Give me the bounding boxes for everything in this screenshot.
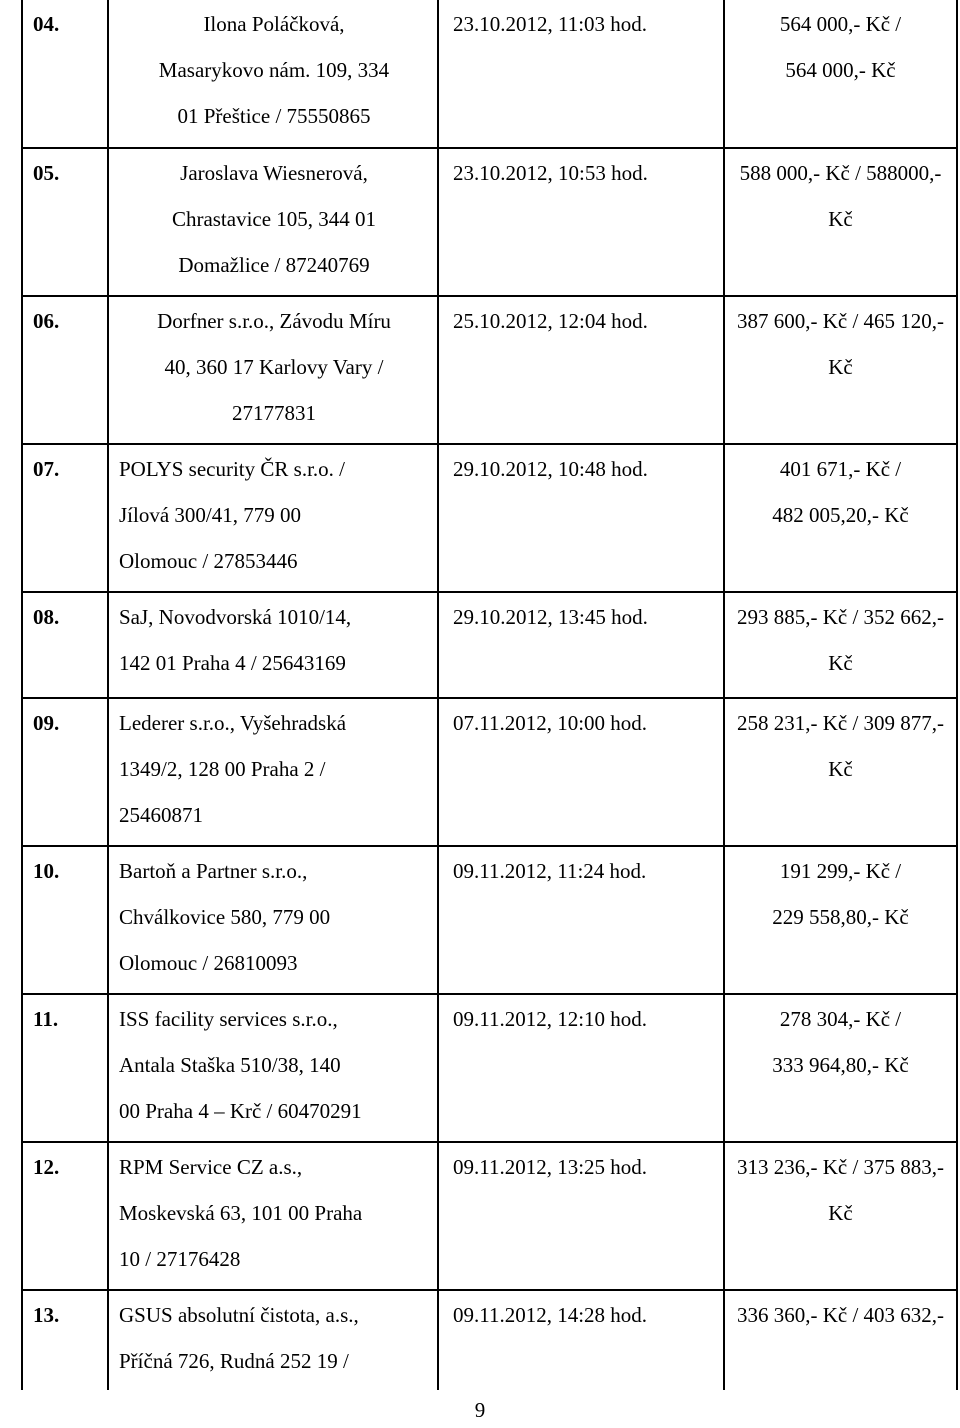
row-number: 07. <box>22 444 108 592</box>
table-row <box>22 1290 957 1390</box>
bidder-info: Lederer s.r.o., Vyšehradská 1349/2, 128 00 Praha 2 / 25460871 <box>108 698 438 846</box>
row-number: 09. <box>22 698 108 846</box>
bid-price: 258 231,- Kč / 309 877,- Kč <box>724 698 957 846</box>
submission-time: 23.10.2012, 10:53 hod. <box>438 148 724 296</box>
submission-time: 29.10.2012, 10:48 hod. <box>438 444 724 592</box>
bidder-info: RPM Service CZ a.s., Moskevská 63, 101 00 Praha 10 / 27176428 <box>108 1142 438 1290</box>
table-row <box>22 592 957 698</box>
submission-time: 29.10.2012, 13:45 hod. <box>438 592 724 698</box>
row-number: 13. <box>22 1290 108 1390</box>
row-number: 05. <box>22 148 108 296</box>
table-row <box>22 1142 957 1290</box>
submission-time: 09.11.2012, 11:24 hod. <box>438 846 724 994</box>
bidder-info: Jaroslava Wiesnerová, Chrastavice 105, 344 01 Domažlice / 87240769 <box>108 148 438 296</box>
bidder-info: Bartoň a Partner s.r.o., Chválkovice 580, 779 00 Olomouc / 26810093 <box>108 846 438 994</box>
bidder-info: POLYS security ČR s.r.o. / Jílová 300/41, 779 00 Olomouc / 27853446 <box>108 444 438 592</box>
row-number: 06. <box>22 296 108 444</box>
table-row <box>22 994 957 1142</box>
submission-time: 23.10.2012, 11:03 hod. <box>438 0 724 148</box>
bid-price: 278 304,- Kč / 333 964,80,- Kč <box>724 994 957 1142</box>
table-row <box>22 148 957 296</box>
bid-price: 313 236,- Kč / 375 883,- Kč <box>724 1142 957 1290</box>
bid-price: 401 671,- Kč / 482 005,20,- Kč <box>724 444 957 592</box>
bidder-info: Ilona Poláčková, Masarykovo nám. 109, 334 01 Přeštice / 75550865 <box>108 0 438 148</box>
table-row <box>22 0 957 148</box>
bid-price: 336 360,- Kč / 403 632,- <box>724 1290 957 1390</box>
submission-time: 25.10.2012, 12:04 hod. <box>438 296 724 444</box>
bid-price: 387 600,- Kč / 465 120,- Kč <box>724 296 957 444</box>
row-number: 12. <box>22 1142 108 1290</box>
bidder-info: GSUS absolutní čistota, a.s., Příčná 726, Rudná 252 19 / <box>108 1290 438 1390</box>
bid-price: 191 299,- Kč / 229 558,80,- Kč <box>724 846 957 994</box>
table-row <box>22 846 957 994</box>
submission-time: 09.11.2012, 12:10 hod. <box>438 994 724 1142</box>
bidder-info: SaJ, Novodvorská 1010/14, 142 01 Praha 4 / 25643169 <box>108 592 438 698</box>
row-number: 10. <box>22 846 108 994</box>
table-row <box>22 444 957 592</box>
row-number: 11. <box>22 994 108 1142</box>
bid-price: 588 000,- Kč / 588000,- Kč <box>724 148 957 296</box>
table-row <box>22 296 957 444</box>
submission-time: 09.11.2012, 13:25 hod. <box>438 1142 724 1290</box>
row-number: 08. <box>22 592 108 698</box>
page-number: 9 <box>474 1398 486 1422</box>
bidder-info: Dorfner s.r.o., Závodu Míru 40, 360 17 Karlovy Vary / 27177831 <box>108 296 438 444</box>
bid-price: 293 885,- Kč / 352 662,- Kč <box>724 592 957 698</box>
submission-time: 09.11.2012, 14:28 hod. <box>438 1290 724 1390</box>
bid-price: 564 000,- Kč / 564 000,- Kč <box>724 0 957 148</box>
submission-time: 07.11.2012, 10:00 hod. <box>438 698 724 846</box>
bidder-info: ISS facility services s.r.o., Antala Staška 510/38, 140 00 Praha 4 – Krč / 60470291 <box>108 994 438 1142</box>
table-row <box>22 698 957 846</box>
row-number: 04. <box>22 0 108 148</box>
bids-table <box>21 0 958 1390</box>
